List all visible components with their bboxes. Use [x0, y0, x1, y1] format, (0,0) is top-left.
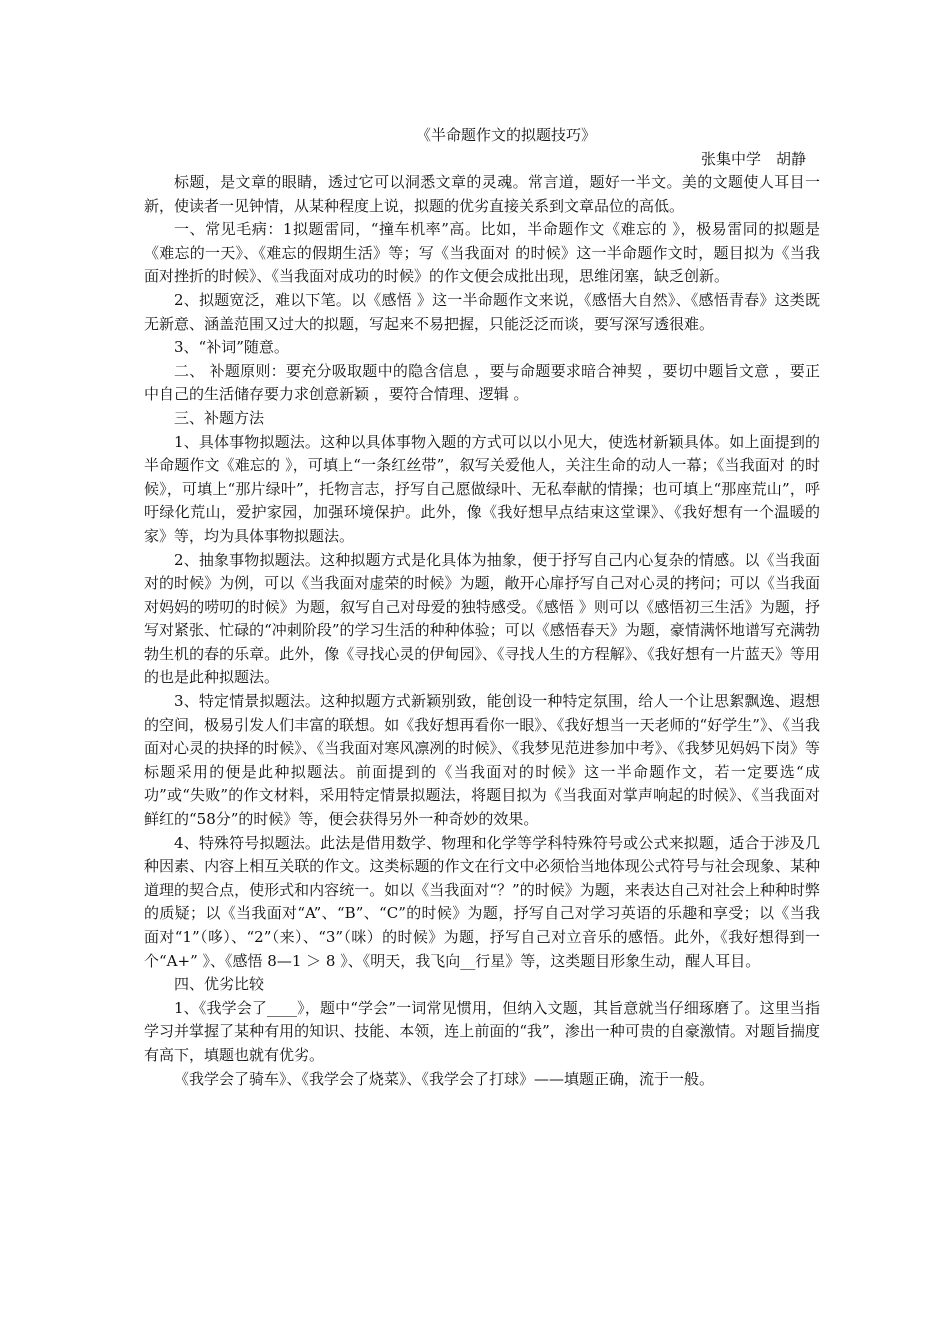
document-title: 《半命题作文的拟题技巧》 [415, 126, 596, 144]
paragraph-comparison-learned: 1、《我学会了____》，题中“学会”一词常见惯用，但纳入文题，其旨意就当仔细琢磨了。这里当指学习并掌握了某种有用的知识、技能、本领，连上前面的“我”，渗出一种可贵的自豪激情。对题旨揣度有高下，填题也就有优劣。 [144, 998, 820, 1064]
paragraph-random-words: 3、“补词”随意。 [174, 338, 289, 357]
document-author: 张集中学 胡静 [700, 150, 806, 168]
paragraph-principles: 二、 补题原则：要充分吸取题中的隐含信息 ，要与命题要求暗合神契 ，要切中题旨文意 ，要正中自己的生活储存要力求创意新颖 ，要符合情理、逻辑 。 [144, 361, 820, 404]
paragraph-method-concrete: 1、具体事物拟题法。这种以具体事物入题的方式可以以小见大，使选材新颖具体。如上面提到的半命题作文《难忘的 》，可填上“一条红丝带”，叙写关爱他人，关注生命的动人一幕；《当我面对 的时候》，可填上“那片绿叶”，托物言志，抒写自己愿做绿叶、无私奉献的情操；也可填上“那座荒山”，呼吁绿化荒山，爱护家园，加强环境保护。此外，像《我好想早点结束这堂课》、《我好想有一个温暖的家》等，均为具体事物拟题法。 [144, 432, 820, 545]
paragraph-method-scene: 3、特定情景拟题法。这种拟题方式新颖别致，能创设一种特定氛围，给人一个让思絮飘逸、遐想的空间，极易引发人们丰富的联想。如《我好想再看你一眼》、《我好想当一天老师的“好学生”》、《当我面对心灵的抉择的时候》、《当我面对寒风凛冽的时候》、《我梦见范进参加中考》、《我梦见妈妈下岗》等标题采用的便是此种拟题法。前面提到的《当我面对的时候》这一半命题作文，若一定要选“成功”或“失败”的作文材料，采用特定情景拟题法，将题目拟为《当我面对掌声响起的时候》、《当我面对鲜红的“58分”的时候》等，便会获得另外一种奇妙的效果。 [144, 692, 820, 829]
paragraph-method-abstract: 2、抽象事物拟题法。这种拟题方式是化具体为抽象，便于抒写自己内心复杂的情感。以《当我面对的时候》为例，可以《当我面对虚荣的时候》为题，敞开心扉抒写自己对心灵的拷问；可以《当我面对妈妈的唠叨的时候》为题，叙写自己对母爱的独特感受。《感悟 》则可以《感悟初三生活》为题，抒写对紧张、忙碌的“冲刺阶段”的学习生活的种种体验；可以《感悟春天》为题，豪情满怀地谱写充满勃勃生机的春的乐章。此外，像《寻找心灵的伊甸园》、《寻找人生的方程解》、《我好想有一片蓝天》等用的也是此种拟题法。 [144, 550, 820, 687]
section-heading-comparison: 四、优劣比较 [174, 975, 265, 994]
paragraph-comparison-examples: 《我学会了骑车》、《我学会了烧菜》、《我学会了打球》——填题正确，流于一般。 [174, 1069, 715, 1088]
paragraph-intro: 标题，是文章的眼睛，透过它可以洞悉文章的灵魂。常言道，题好一半文。美的文题使人耳目一新，使读者一见钟情，从某种程度上说，拟题的优劣直接关系到文章品位的高低。 [144, 173, 820, 215]
section-heading-methods: 三、补题方法 [174, 408, 265, 427]
paragraph-method-symbol: 4、特殊符号拟题法。此法是借用数学、物理和化学等学科特殊符号或公式来拟题，适合于涉及几种因素、内容上相互关联的作文。这类标题的作文在行文中必须恰当地体现公式符号与社会现象、某种道理的契合点，使形式和内容统一。如以《当我面对“？”的时候》为题，来表达自己对社会上种种时弊的质疑；以《当我面对“A”、“B”、“C”的时候》为题，抒写自己对学习英语的乐趣和享受；以《当我面对“1”（哆）、“2”（来）、“3”（咪）的时候》为题，抒写自己对立音乐的感悟。此外，《我好想得到一个“A+” 》、《感悟 8—1 ＞ 8 》、《明天，我飞向__行星》等，这类题目形象生动，醒人耳目。 [144, 833, 820, 970]
document-body [144, 171, 820, 1091]
paragraph-common-faults: 一、常见毛病：1拟题雷同，“撞车机率”高。比如，半命题作文《难忘的 》，极易雷同的拟题是《难忘的一天》、《难忘的假期生活》等；写《当我面对 的时候》这一半命题作文时，题目拟为《当我面对挫折的时候》、《当我面对成功的时候》的作文便会成批出现，思维闭塞，缺乏创新。 [144, 220, 820, 286]
paragraph-too-broad: 2、拟题宽泛，难以下笔。以《感悟 》这一半命题作文来说，《感悟大自然》、《感悟青春》这类既无新意、涵盖范围又过大的拟题，写起来不易把握，只能泛泛而谈，要写深写透很难。 [144, 290, 820, 333]
